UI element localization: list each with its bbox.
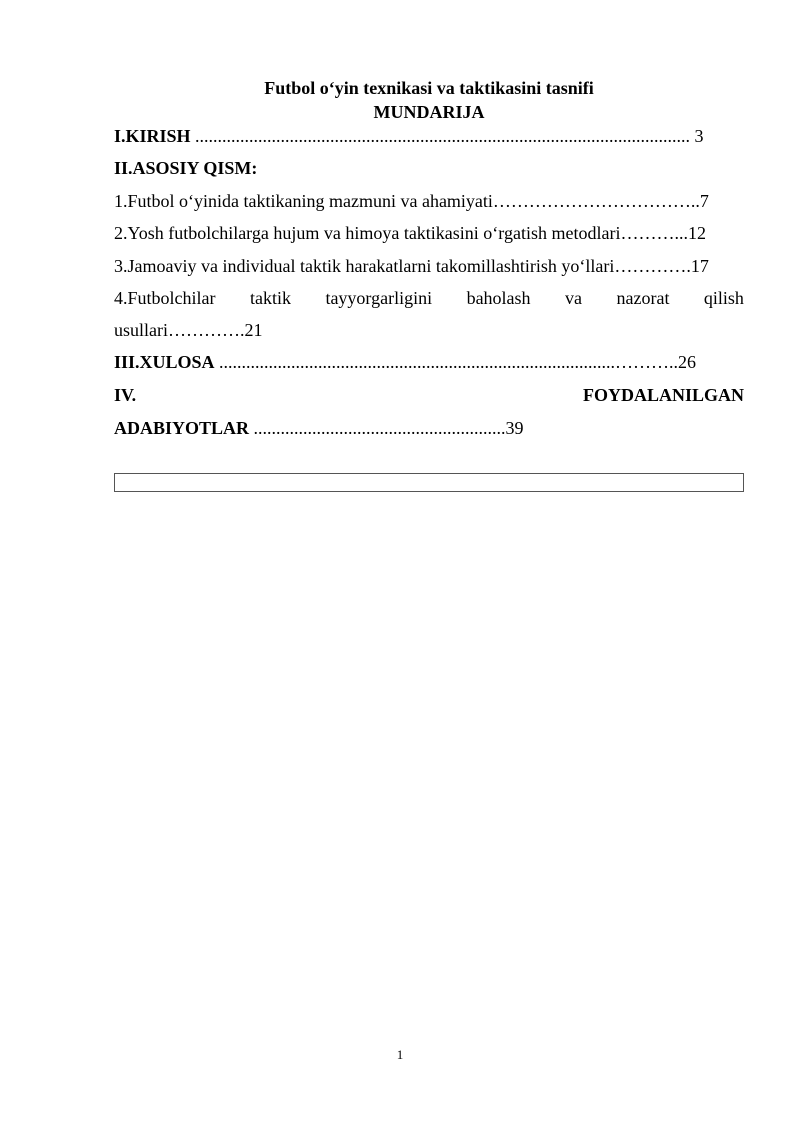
toc-entry-4-continuation: usullari………….21 (114, 320, 263, 340)
toc-entry-xulosa (114, 351, 744, 373)
toc-entry-adabiyot (114, 384, 744, 406)
toc-entry-label: III.XULOSA (114, 352, 215, 372)
document-title: Futbol o‘yin texnikasi va taktikasini tasnifi (264, 78, 594, 98)
empty-frame-box (114, 473, 744, 492)
toc-word: baholash (466, 288, 531, 308)
toc-word: va (565, 288, 583, 308)
toc-entry-2: 2.Yosh futbolchilarga hujum va himoya taktikasini o‘rgatish metodlari………...12 (114, 223, 706, 243)
toc-entry-label: I.KIRISH (114, 126, 191, 146)
toc-entry-adabiyot-continuation (114, 417, 744, 439)
toc-section-asosiy: II.ASOSIY QISM: (114, 158, 258, 178)
toc-word: 4.Futbolchilar (114, 288, 216, 308)
toc-entry-1: 1.Futbol o‘yinida taktikaning mazmuni va ahamiyati……………………………..7 (114, 191, 709, 211)
toc-leader: ........................................................................................………..26 (214, 352, 697, 372)
toc-entry-kirish (114, 125, 744, 147)
toc-word: taktik (249, 288, 291, 308)
toc-entry-label-start: IV. (114, 385, 137, 405)
toc-leader: .............................................................................................................. (190, 126, 691, 146)
toc-entry-3: 3.Jamoaviy va individual taktik harakatlarni takomillashtirish yo‘llari………….17 (114, 256, 709, 276)
toc-page-number: 3 (690, 126, 704, 146)
page-number: 1 (396, 1047, 404, 1062)
toc-word: nazorat (616, 288, 670, 308)
toc-word: qilish (703, 288, 744, 308)
contents-heading: MUNDARIJA (373, 102, 485, 122)
toc-word: tayyorgarligini (325, 288, 433, 308)
toc-entry-label-end: FOYDALANILGAN (582, 385, 744, 405)
toc-leader: ........................................................39 (249, 418, 524, 438)
toc-entry-label: ADABIYOTLAR (114, 418, 250, 438)
toc-entry-4 (114, 287, 744, 309)
